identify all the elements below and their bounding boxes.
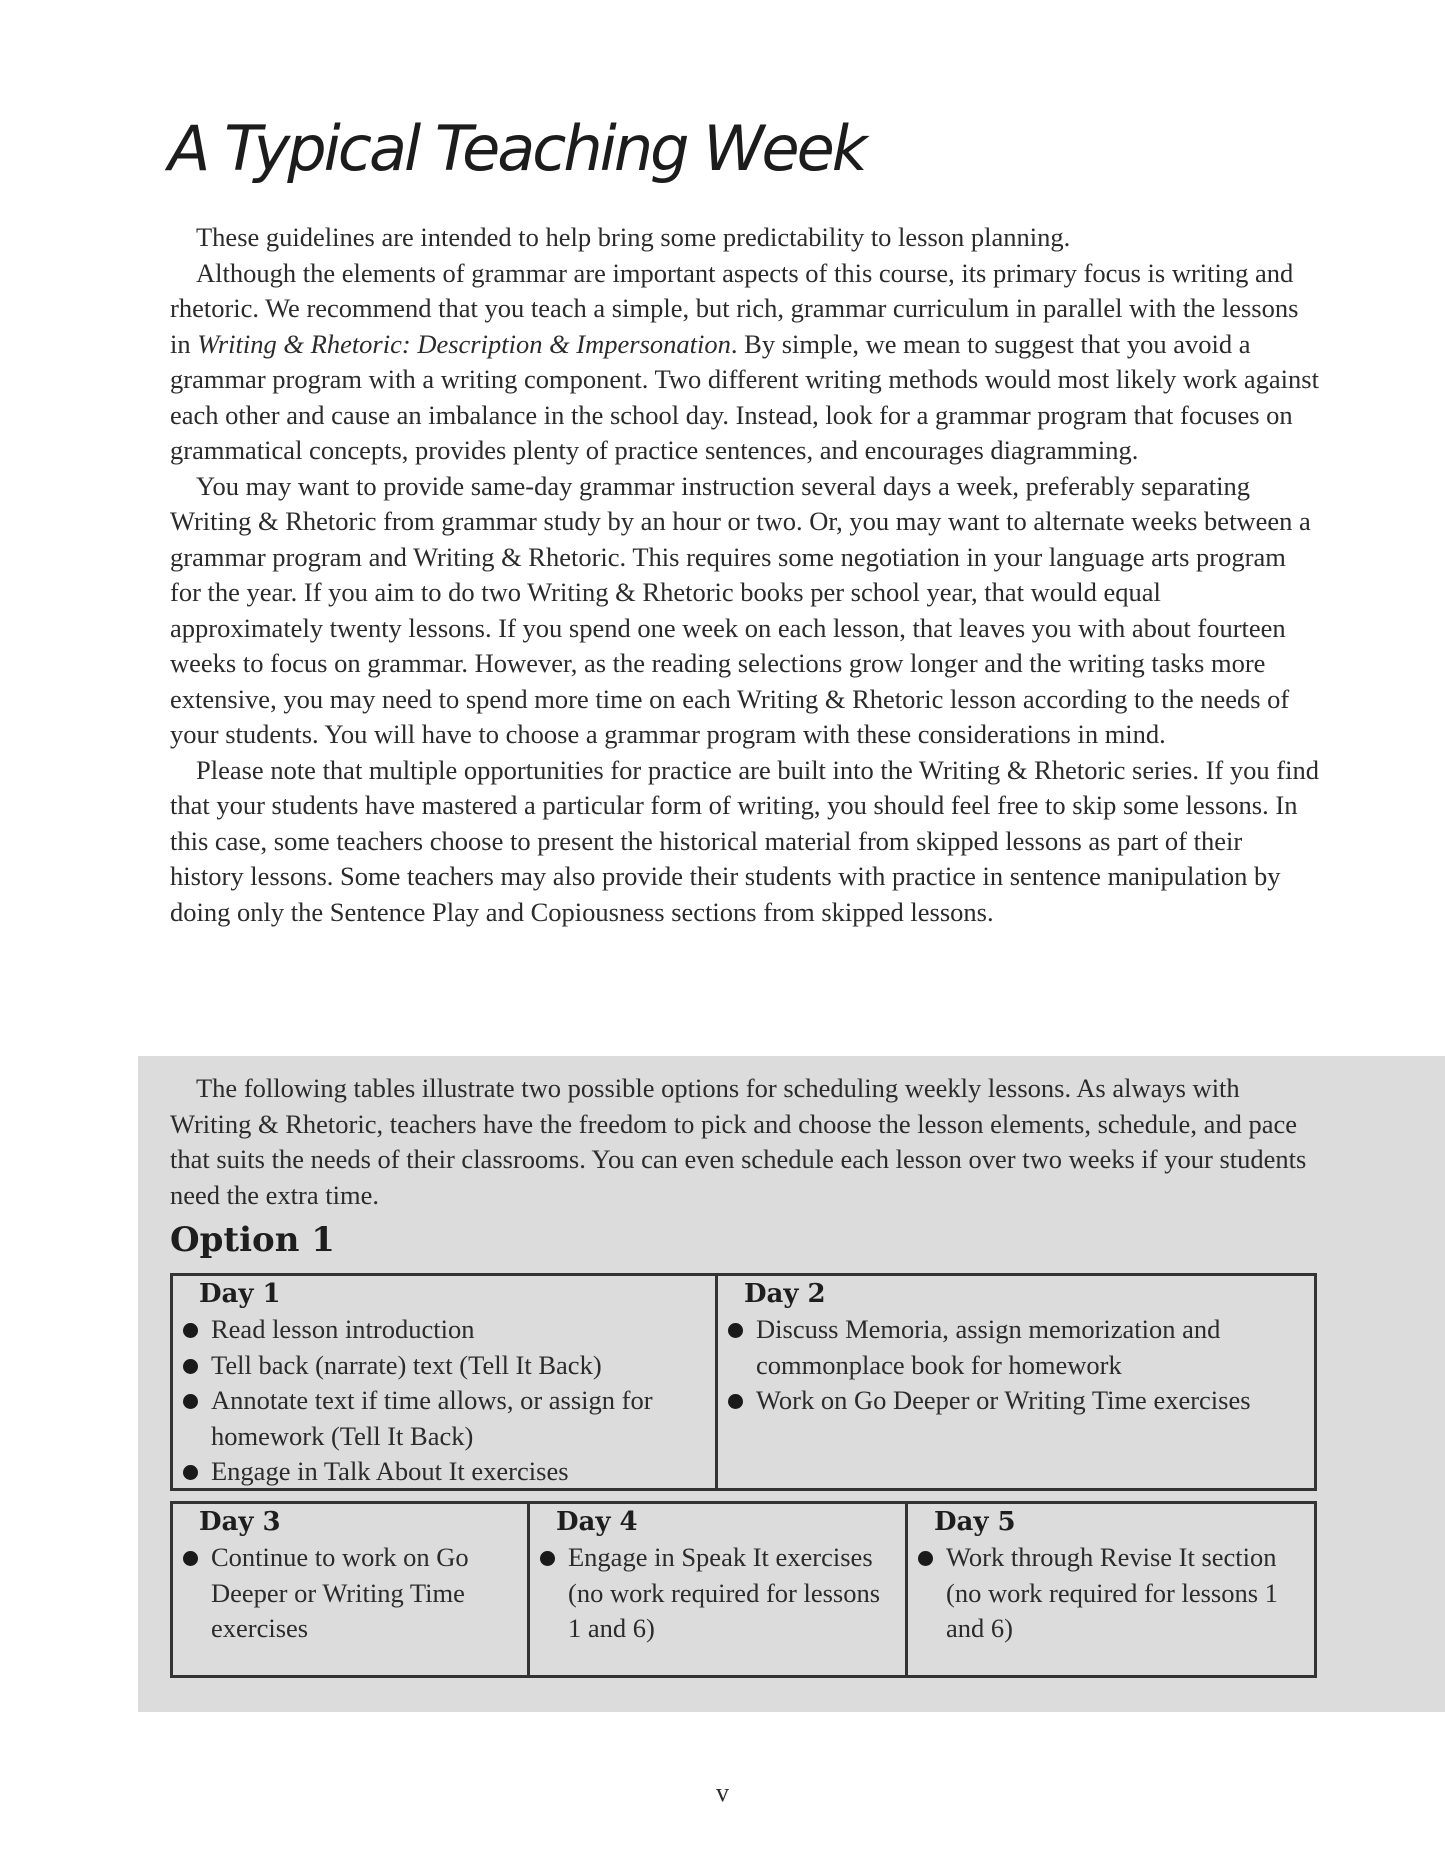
list-item: Read lesson introduction bbox=[199, 1312, 707, 1348]
intro-paragraph-4: Please note that multiple opportunities for practice are built into the Writing & Rhetoric series. If you find that your students have mastered a particular form of writing, you should feel free to skip some lessons. In this case, some teachers choose to present the historical material from skipped lessons as part of their history lessons. Some teachers may also provide their students with practice in sentence manipulation by doing only the Sentence Play and Copiousness sections from skipped lessons. bbox=[170, 754, 1319, 927]
intro-paragraph-1: These guidelines are intended to help bring some predictability to lesson planning. bbox=[196, 222, 1071, 252]
page-number: v bbox=[716, 1778, 729, 1807]
list-item: Discuss Memoria, assign memorization and commonplace book for homework bbox=[744, 1312, 1306, 1383]
list-item: Engage in Speak It exercises (no work required for lessons 1 and 6) bbox=[556, 1540, 897, 1647]
intro-paragraph-2 bbox=[170, 256, 1320, 469]
day-cell-4 bbox=[527, 1504, 905, 1675]
day-label: Day 3 bbox=[199, 1507, 281, 1537]
shaded-text bbox=[170, 1071, 1320, 1213]
day-cell-3 bbox=[173, 1504, 527, 1675]
intro-paragraph-3: You may want to provide same-day grammar instruction several days a week, preferably separating Writing & Rhetoric from grammar study by an hour or two. Or, you may want to alternate weeks between a grammar program and Writing & Rhetoric. This requires some negotiation in your language arts program for the year. If you aim to do two Writing & Rhetoric books per school year, that would equal approximately twenty lessons. If you spend one week on each lesson, that leaves you with about fourteen weeks to focus on grammar. However, as the reading selections grow longer and the writing tasks more extensive, you may need to spend more time on each Writing & Rhetoric lesson according to the needs of your students. You will have to choose a grammar program with these considerations in mind. bbox=[170, 470, 1311, 749]
list-item: Annotate text if time allows, or assign for homework (Tell It Back) bbox=[199, 1383, 707, 1454]
day-label: Day 4 bbox=[556, 1507, 638, 1537]
schedule-table-row-2 bbox=[170, 1501, 1317, 1678]
list-item: Work on Go Deeper or Writing Time exercises bbox=[744, 1383, 1306, 1419]
day-cell-5 bbox=[905, 1504, 1314, 1675]
day-3-list bbox=[199, 1540, 519, 1647]
day-label: Day 1 bbox=[199, 1279, 281, 1309]
schedule-table-row-1 bbox=[170, 1273, 1317, 1491]
day-cell-1 bbox=[173, 1276, 715, 1488]
day-5-list bbox=[934, 1540, 1306, 1647]
day-2-list bbox=[744, 1312, 1306, 1419]
page-title: A Typical Teaching Week bbox=[168, 112, 865, 185]
list-item: Continue to work on Go Deeper or Writing Time exercises bbox=[199, 1540, 519, 1647]
book-title-italic: Writing & Rhetoric: Description & Impersonation bbox=[197, 328, 731, 359]
day-cell-2 bbox=[715, 1276, 1314, 1488]
option-heading: Option 1 bbox=[170, 1220, 335, 1260]
day-label: Day 5 bbox=[934, 1507, 1016, 1537]
list-item: Engage in Talk About It exercises bbox=[199, 1454, 707, 1490]
intro-paragraph-2-text-end: . By simple, we mean to suggest that you avoid a grammar program with a writing component. Two different writing methods would most likely work against each other and cause an imbalance in the school day. Instead, look for a grammar program that focuses on grammatical concepts, provides plenty of practice sentences, and encourages diagramming. bbox=[170, 328, 1319, 465]
day-1-list bbox=[199, 1312, 707, 1490]
day-label: Day 2 bbox=[744, 1279, 826, 1309]
list-item: Work through Revise It section (no work required for lessons 1 and 6) bbox=[934, 1540, 1306, 1647]
shaded-paragraph: The following tables illustrate two possible options for scheduling weekly lessons. As always with Writing & Rhetoric, teachers have the freedom to pick and choose the lesson elements, schedule, and pace that suits the needs of their classrooms. You can even schedule each lesson over two weeks if your students need the extra time. bbox=[170, 1073, 1307, 1210]
list-item: Tell back (narrate) text (Tell It Back) bbox=[199, 1348, 707, 1384]
intro-paragraph-2-text: Although the elements of grammar are important aspects of this course, its primary focus is writing and rhetoric. We recommend that you teach a simple, but rich, grammar curriculum in parallel with the lessons in bbox=[170, 257, 1299, 359]
day-4-list bbox=[556, 1540, 897, 1647]
intro-text bbox=[170, 220, 1320, 930]
